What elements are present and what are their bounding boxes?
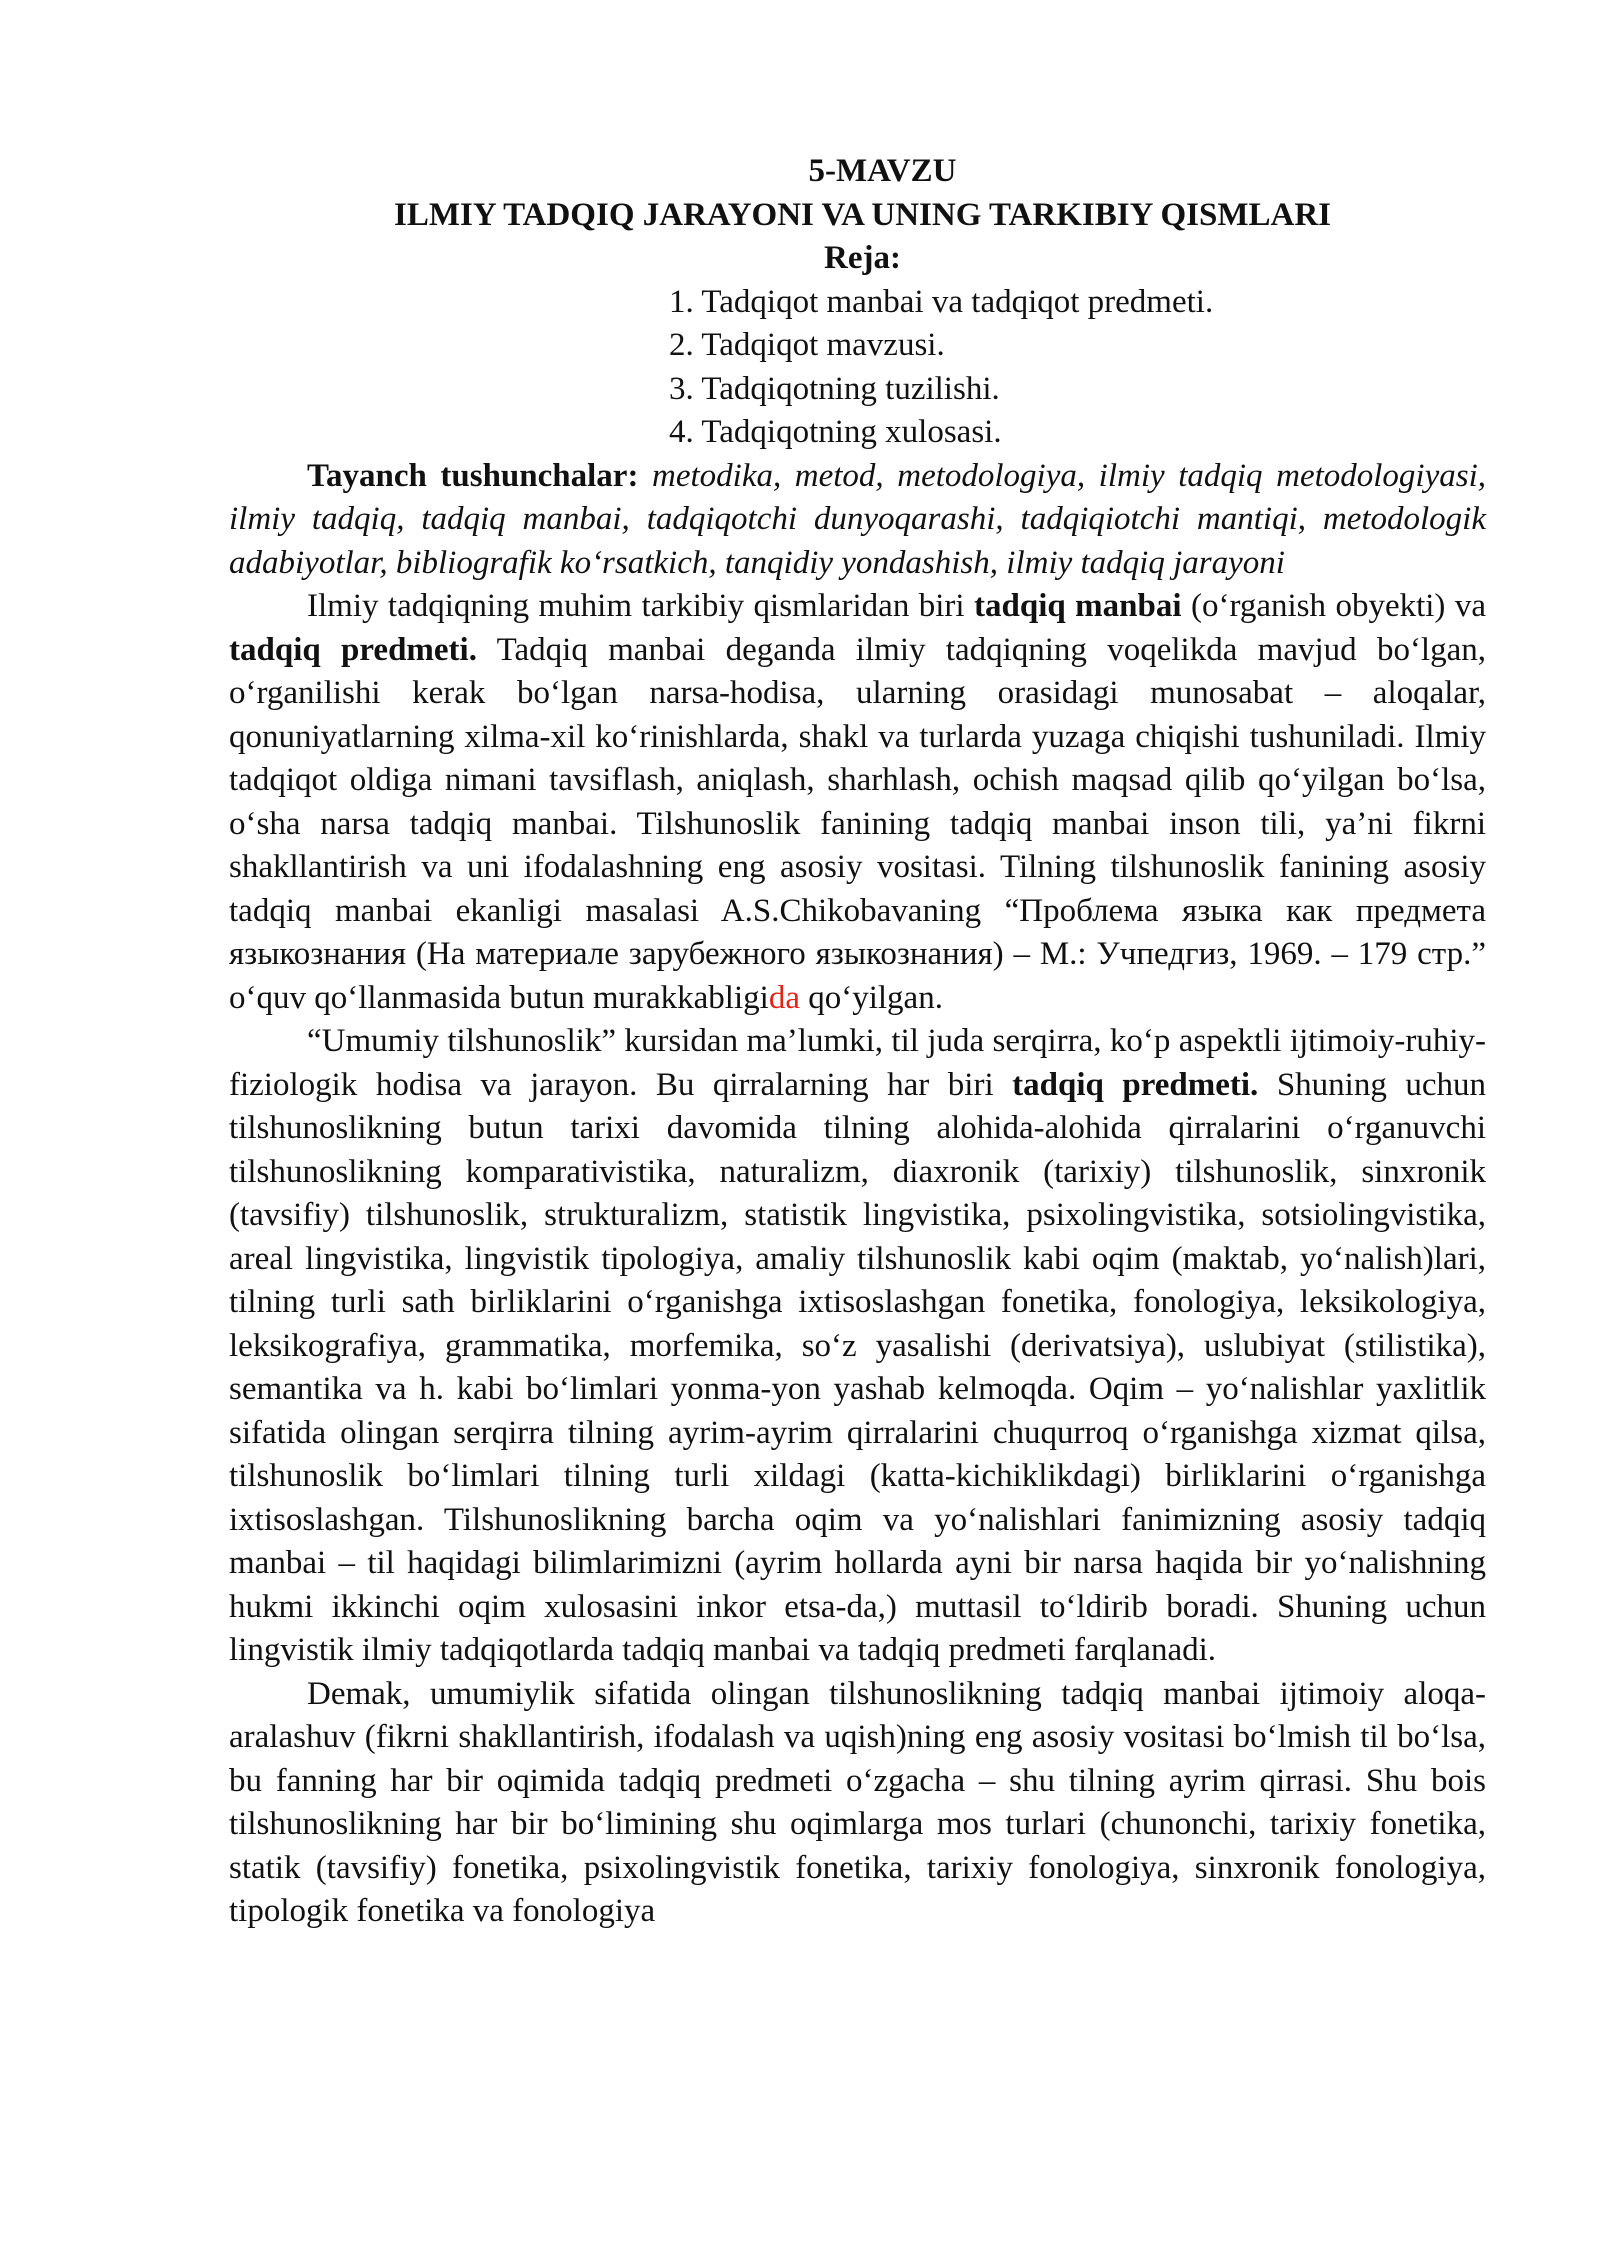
page-title: ILMIY TADQIQ JARAYONI VA UNING TARKIBIY QISMLARI [393, 196, 1332, 233]
paragraph-general-linguistics [229, 1020, 1486, 1673]
text-run: Tadqiq manbai deganda ilmiy tadqiqning voqelikda mavjud bo‘lgan, o‘rganilishi kerak bo‘lgan narsa-hodisa, ularning orasidagi munosabat – aloqalar, qonuniyatlarning xilma-xil ko‘rinishlarda, shakl va turlarda yuzaga chiqishi tushuniladi. Ilmiy tadqiqot oldiga nimani tavsiflash, aniqlash, sharhlash, ochish maqsad qilib qo‘yilgan bo‘lsa, o‘sha narsa tadqiq manbai. Tilshunoslik fanining tadqiq manbai inson tili, ya’ni fikrni shakllantirish va uni ifodalashning eng asosiy vositasi. Tilning tilshunoslik fanining asosiy tadqiq manbai ekanligi masalasi A.S.Chikobavaning “Проблема языка как предмета языкознания (На материале зарубежного языкознания) – М.: Учпедгиз, 1969. – 179 стр.” o‘quv qo‘llanmasida butun murakkabligi [229, 631, 1486, 1016]
text-run: Shuning uchun tilshunoslikning butun tarixi davomida tilning alohida-alohida qirralarini o‘rganuvchi tilshunoslikning komparativistika, naturalizm, diaxronik (tarixiy) tilshunoslik, sinxronik (tavsifiy) tilshunoslik, strukturalizm, statistik lingvistika, psixolingvistika, sotsiolingvistika, areal lingvistika, lingvistik tipologiya, amaliy tilshunoslik kabi oqim (maktab, yo‘nalish)lari, tilning turli sath birliklarini o‘rganishga ixtisoslashgan fonetika, fonologiya, leksikologiya, leksikografiya, grammatika, morfemika, so‘z yasalishi (derivatsiya), uslubiyat (stilistika), semantika va h. kabi bo‘limlari yonma-yon yashab kelmoqda. Oqim – yo‘nalishlar yaxlitlik sifatida olingan serqirra tilning ayrim-ayrim qirralarini chuqurroq o‘rganishga xizmat qilsa, tilshunoslik bo‘limlari tilning turli xildagi (katta-kichiklikdagi) birliklarini o‘rganishga ixtisoslashgan. Tilshunoslikning barcha oqim va yo‘nalishlari fanimizning asosiy tadqiq manbai – til haqidagi bilimlarimizni (ayrim hollarda ayni bir narsa haqida bir yo‘nalishning hukmi ikkinchi oqim xulosasini inkor etsa-da,) muttasil to‘ldirib boradi. Shuning uchun lingvistik ilmiy tadqiqotlarda tadqiq manbai va tadqiq predmeti farqlanadi. [229, 1066, 1486, 1668]
text-run: qo‘yilgan. [799, 979, 943, 1016]
plan-item: 4. Tadqiqotning xulosasi. [669, 414, 1002, 450]
plan-list [229, 281, 1486, 455]
red-highlight: da [768, 979, 800, 1016]
text-run: “Umumiy tilshunoslik” kursidan ma’lumki, til juda serqirra, ko‘p aspektli ijtimoiy-ruhiy-fiziologik hodisa va jarayon. Bu qirralarning har biri [229, 1023, 1486, 1103]
document-body [229, 150, 1486, 1934]
plan-label: Reja: [824, 240, 901, 276]
plan-item: 1. Tadqiqot manbai va tadqiqot predmeti. [669, 283, 1214, 320]
bold-term: tadqiq predmeti. [1012, 1066, 1259, 1103]
paragraph-source-and-subject [229, 585, 1486, 1020]
keywords-paragraph [229, 455, 1486, 586]
text-run: Demak, umumiylik sifatida olingan tilshunoslikning tadqiq manbai ijtimoiy aloqa-aralashuv (fikrni shakllantirish, ifodalash va uqish)ning eng asosiy vositasi bo‘lmish til bo‘lsa, bu fanning har bir oqimida tadqiq predmeti o‘zgacha – shu tilning ayrim qirrasi. Shu bois tilshunoslikning har bir bo‘limining shu oqimlarga mos turlari (chunonchi, tarixiy fonetika, statik (tavsifiy) fonetika, psixolingvistik fonetika, tarixiy fonologiya, sinxronik fonologiya, tipologik fonetika va fonologiya [229, 1675, 1486, 1929]
text-run: (o‘rganish obyekti) va [1181, 588, 1486, 624]
paragraph-conclusion [229, 1673, 1486, 1934]
text-run: Ilmiy tadqiqning muhim tarkibiy qismlaridan biri [307, 588, 975, 624]
bold-term: tadqiq manbai [974, 588, 1182, 624]
topic-number: 5-MAVZU [808, 153, 957, 189]
bold-term: tadqiq predmeti. [229, 631, 477, 668]
keywords-label: Tayanch tushunchalar: [307, 457, 639, 494]
plan-item: 2. Tadqiqot mavzusi. [669, 327, 945, 363]
plan-item: 3. Tadqiqotning tuzilishi. [669, 370, 1000, 407]
keywords-text: metodika, metod, metodologiya, ilmiy tadqiq metodologiyasi, ilmiy tadqiq, tadqiq manbai, tadqiqotchi dunyoqarashi, tadqiqiotchi mantiqi, metodologik adabiyotlar, bibliografik ko‘rsatkich, tanqidiy yondashish, ilmiy tadqiq jarayoni [229, 457, 1487, 581]
